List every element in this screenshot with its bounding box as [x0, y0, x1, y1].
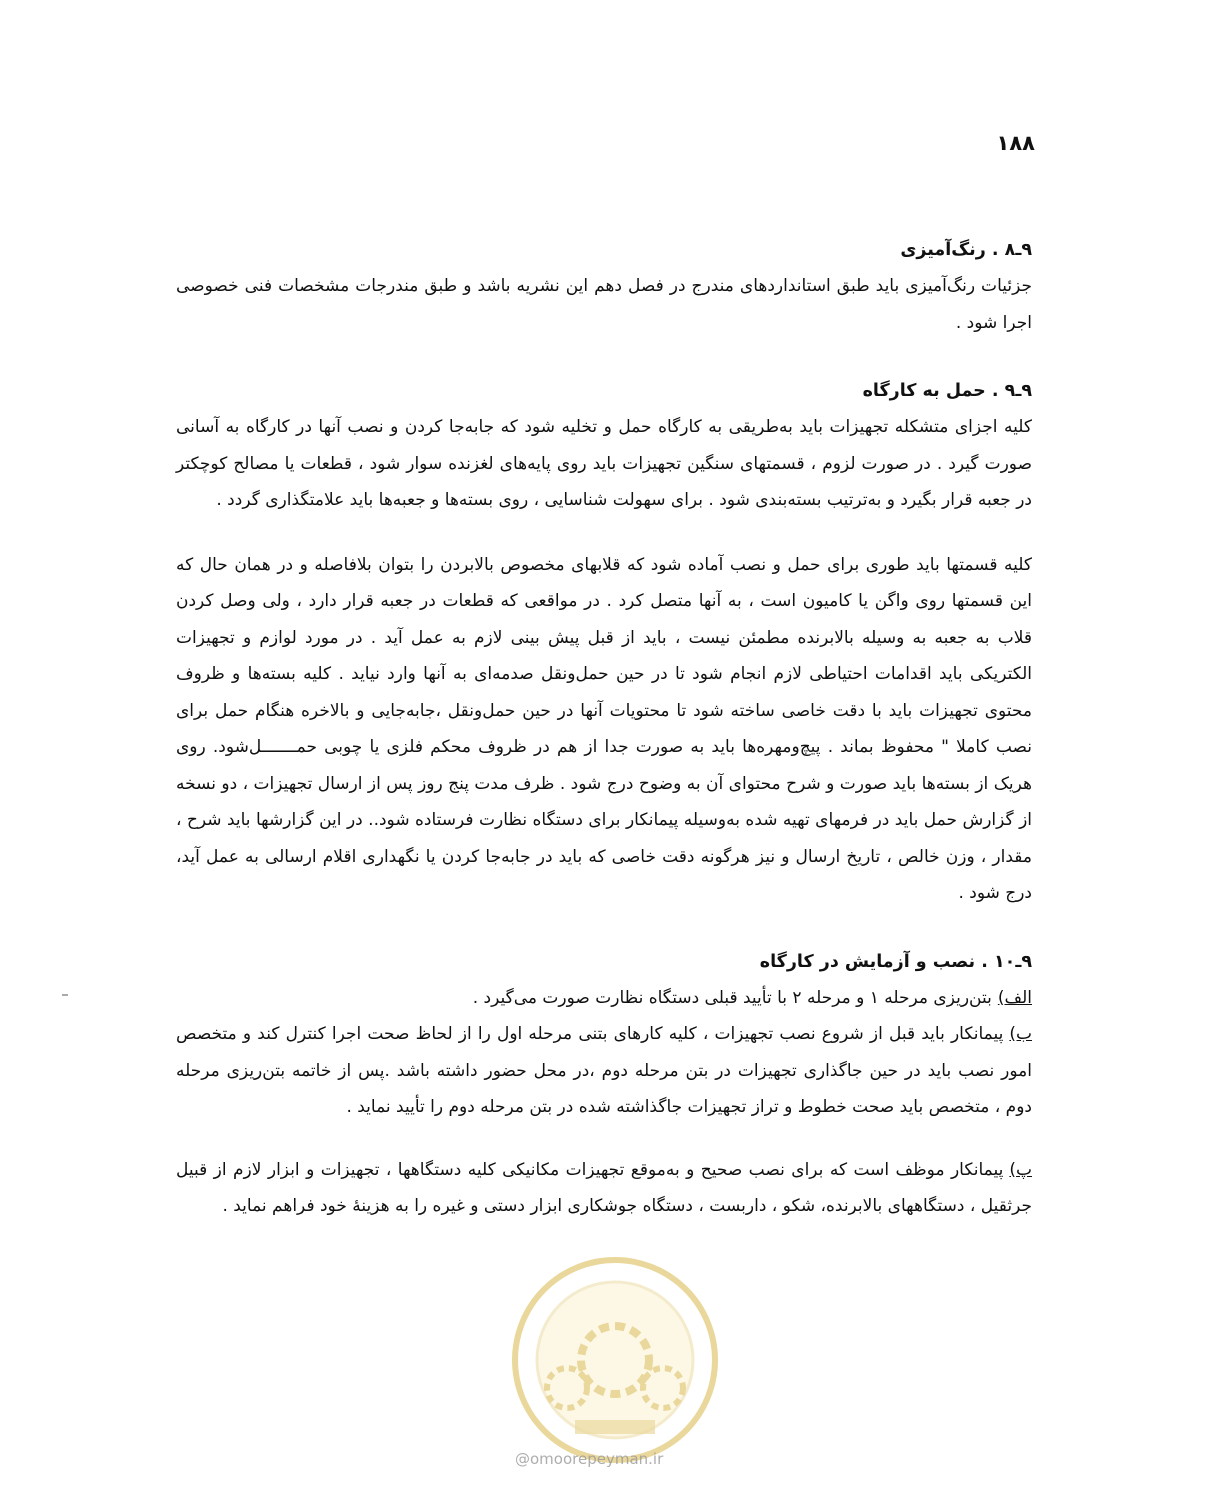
section-transport	[176, 373, 1032, 912]
section-paragraph	[176, 547, 1032, 912]
paragraph-text: کلیه قسمتها باید طوری برای حمل و نصب آماده شود که قلابهای مخصوص بالابردن را بتوان بلافاصله و در همان حال که این قسمتها روی واگن یا کامیون است ، به آنها متصل کرد . در مواقعی که قطعات در جعبه قرار دارد ، ولی وصل کردن قلاب به جعبه به وسیله بالابرنده مطمئن نیست ، باید از قبل پیش بینی لازم به عمل آید . در مورد لوازم و تجهیزات الکتریکی باید اقدامات احتیاطی لازم انجام شود تا در حین حمل‌ونقل صدمه‌ای به آنها وارد نیاید . کلیه بسته‌ها و ظروف محتوی تجهیزات باید با دقت خاصی ساخته شود تا محتویات آنها در حین حمل‌ونقل ،جابه‌جایی و بالاخره هنگام حمل برای نصب کاملا " محفوظ بماند . پیچ‌ومهره‌ها باید به صورت جدا از هم در ظروف محکم فلزی یا چوبی حمـــــــل‌شود. روی هریک از بسته‌ها باید صورت و شرح محتوای آن به وضوح درج شود . ظرف مدت پنج روز پس از ارسال تجهیزات ، دو نسخه از گزارش حمل باید در فرمهای تهیه شده به‌وسیله پیمانکار برای دستگاه نظارت فرستاده شود.. در این گزارشها باید شرح ، مقدار ، وزن خالص ، تاریخ ارسال و نیز هرگونه دقت خاصی که باید در جابه‌جا کردن یا نگهداری اقلام ارسالی به عمل آید، درج شود .	[176, 554, 1032, 903]
list-item	[176, 1016, 1032, 1126]
section-painting	[176, 232, 1032, 341]
document-body	[176, 232, 1032, 1257]
page-number: ۱۸۸	[996, 131, 1035, 155]
section-heading: ۹ـ۸ . رنگ‌آمیزی	[900, 240, 1032, 260]
section-paragraph	[176, 409, 1032, 519]
list-item-label: ب)	[1009, 1024, 1032, 1044]
section-heading: ۹ـ۹ . حمل به کارگاه	[862, 381, 1032, 401]
list-item-label: پ)	[1009, 1159, 1032, 1180]
scan-mark	[62, 994, 68, 996]
section-installation	[176, 944, 1032, 1225]
watermark-text: @omoorepeyman.ir	[515, 1450, 664, 1468]
list-item	[176, 1152, 1032, 1225]
list-item-text: پیمانکار باید قبل از شروع نصب تجهیزات ، کلیه کارهای بتنی مرحله اول را از لحاظ صحت اجرا کنترل کند و متخصص امور نصب باید در حین جاگذاری تجهیزات در بتن مرحله دوم ،در محل حضور داشته باشد .پس از خاتمه بتن‌ریزی مرحله دوم ، متخصص باید صحت خطوط و تراز تجهیزات جاگذاشته شده در بتن مرحله دوم را تأیید نماید .	[176, 1024, 1032, 1117]
list-item-text: بتن‌ریزی مرحله ۱ و مرحله ۲ با تأیید قبلی دستگاه نظارت صورت می‌گیرد .	[472, 987, 992, 1008]
section-paragraph	[176, 268, 1032, 341]
gear-seal-icon	[505, 1250, 725, 1470]
section-heading: ۹ـ۱۰ . نصب و آزمایش در کارگاه	[759, 951, 1032, 972]
list-item-text: پیمانکار موظف است که برای نصب صحیح و به‌موقع تجهیزات مکانیکی کلیه دستگاهها ، تجهیزات و ابزار لازم از قبیل جرثقیل ، دستگاههای بالابرنده، شکو ، داربست ، دستگاه جوشکاری ابزار دستی و غیره را به هزینهٔ خود فراهم نماید .	[176, 1159, 1032, 1216]
list-item	[176, 980, 1032, 1017]
paragraph-text: جزئیات رنگ‌آمیزی باید طبق استانداردهای مندرج در فصل دهم این نشریه باشد و طبق مندرجات مشخصات فنی خصوصی اجرا شود .	[176, 276, 1032, 333]
paragraph-text: کلیه اجزای متشکله تجهیزات باید به‌طریقی به کارگاه حمل و تخلیه شود که جابه‌جا کردن و نصب آنها در کارگاه به آسانی صورت گیرد . در صورت لزوم ، قسمتهای سنگین تجهیزات باید روی پایه‌های لغزنده سوار شود ، قطعات یا مصالح کوچکتر در جعبه قرار بگیرد و به‌ترتیب بسته‌بندی شود . برای سهولت شناسایی ، روی بسته‌ها و جعبه‌ها باید علامتگذاری گردد .	[176, 417, 1032, 510]
list-item-label: الف)	[997, 987, 1032, 1008]
